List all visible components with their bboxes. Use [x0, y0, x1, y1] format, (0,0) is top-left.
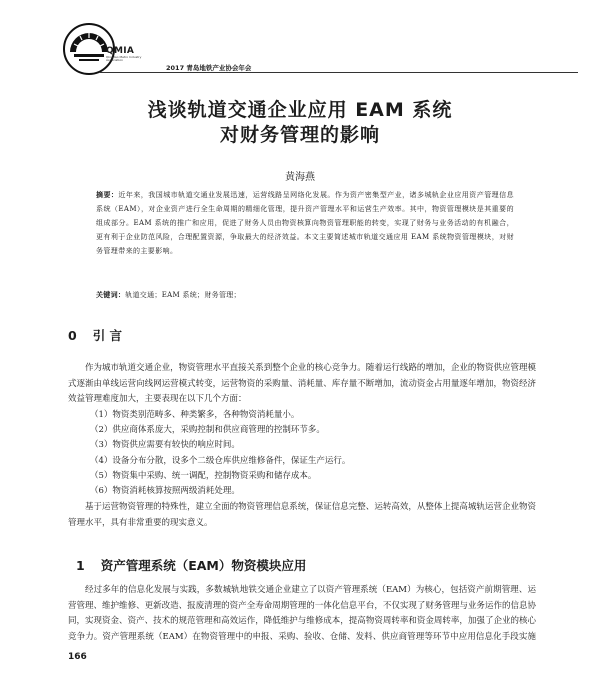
section-heading-intro: [68, 326, 122, 344]
abstract: [96, 188, 514, 258]
eam-text: 经过多年的信息化发展与实践，多数城轨地铁交通企业建立了以资产管理系统（EAM）为核心，包括资产前期管理、运营管理、维护维修、更新改造、报废清理的资产全寿命周期管理的一体化信息平台，不仅实现了财务管理与业务运作的信息协同，实现资金、资产、技术的规范管理和高效运作，降低维护与维修成本，提高物资周转率和资金周转率，加强了企业的核心竞争力。资产管理系统（EAM）在物资管理中的申报、采购、验收、仓储、发料、供应商管理等环节中应用信息化手段实施: [68, 585, 536, 642]
page-number: 166: [68, 652, 87, 662]
list-item: （6）物资消耗核算按照两级消耗处理。: [90, 486, 240, 497]
list-item: （5）物资集中采购、统一调配，控制物资采购和储存成本。: [90, 470, 317, 481]
logo-subtext: Qingdao Metro Industry Association: [106, 55, 142, 62]
conference-name: 2017 青岛地铁产业协会年会: [166, 64, 252, 72]
intro-closing-paragraph: [68, 500, 536, 531]
author-name: 黄海燕: [285, 172, 315, 183]
section-title: 引 言: [92, 328, 123, 343]
header-divider: [100, 72, 578, 73]
keywords-label: 关键词：: [96, 291, 126, 299]
article-title-line1: 浅谈轨道交通企业应用 EAM 系统: [147, 99, 453, 121]
section-title: 资产管理系统（EAM）物资模块应用: [100, 558, 307, 573]
eam-paragraph: [68, 583, 536, 645]
intro-paragraph: [68, 361, 536, 408]
keywords-text: 轨道交通；EAM 系统；财务管理；: [125, 291, 241, 299]
list-item: （4）设备分布分散，设多个二级仓库供应维修备件，保证生产运行。: [90, 455, 351, 466]
section-heading-eam: [76, 556, 306, 574]
closing-text: 基于运营物资管理的特殊性，建立全面的物资管理信息系统，保证信息完整、运转高效，从整体上提高城轨运营企业物资管理水平，具有非常重要的现实意义。: [68, 502, 536, 528]
list-item: （3）物资供应需要有较快的响应时间。: [90, 440, 240, 451]
list-item: （2）供应商体系庞大，采购控制和供应商管理的控制环节多。: [90, 425, 325, 436]
article-title-line2: 对财务管理的影响: [219, 124, 380, 146]
section-number: 0: [68, 328, 77, 343]
issue-list: [90, 408, 530, 499]
keywords: [96, 290, 514, 300]
section-number: 1: [76, 558, 85, 573]
list-item: （1）物资类别范畴多、种类繁多，各种物资消耗量小。: [90, 410, 300, 420]
abstract-text: 近年来，我国城市轨道交通业发展迅速，运营线路呈网络化发展。作为资产密集型产业，诸多城轨企业应用资产管理信息系统（EAM），对企业资产进行全生命周期的精细化管理，提升资产管理水平和运营生产效率。其中，物资管理模块是其重要的组成部分。EAM 系统的推广和应用，促进了财务人员由物资核算向物资管理职能的转变，实现了财务与业务活动的有机融合，更有利于企业防范风险，合理配置资源，争取最大的经济效益。本文主要简述城市轨道交通应用 EAM 系统物资管理模块，对财务管理带来的主要影响。: [96, 191, 515, 255]
abstract-label: 摘要：: [96, 191, 119, 199]
intro-text: 作为城市轨道交通企业，物资管理水平直接关系到整个企业的核心竞争力。随着运行线路的增加，企业的物资供应管理模式逐渐由单线运营向线网运营模式转变，运营物资的采购量、消耗量、库存量不断增加，流动资金占用量逐年增加，物资经济效益管理难度加大，主要表现在以下几个方面：: [68, 363, 536, 404]
page-header: [62, 22, 542, 78]
logo-text: QMIA: [106, 46, 135, 56]
